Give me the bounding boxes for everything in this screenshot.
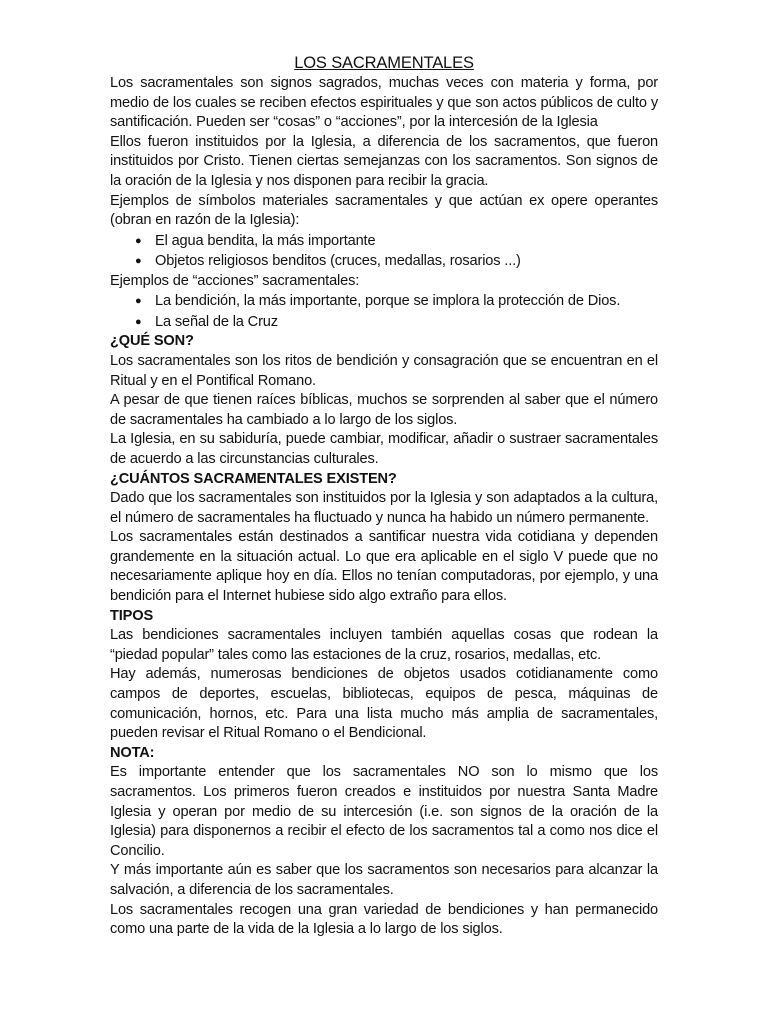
tipos-paragraph-2: Hay además, numerosas bendiciones de objetos usados cotidianamente como campos de deportes, escuelas, bibliotecas, equipos de pesca, máquinas de comunicación, hornos, etc. Para una lista mucho más amplia de sacramentales, pueden revisar el Ritual Romano o el Bendicional. [110, 666, 658, 742]
cuantos-paragraph-1: Dado que los sacramentales son instituidos por la Iglesia y son adaptados a la cultura, el número de sacramentales ha fluctuado y nunca ha habido un número permanente. [110, 490, 658, 526]
list-item-text: El agua bendita, la más importante [155, 232, 376, 249]
bullet-icon: ● [135, 315, 142, 328]
tipos-paragraph-1: Las bendiciones sacramentales incluyen también aquellas cosas que rodean la “piedad popular” tales como las estaciones de la cruz, rosarios, medallas, etc. [110, 627, 658, 663]
list-item [135, 251, 658, 272]
list-item [135, 291, 658, 312]
section-heading-nota: NOTA: [110, 744, 155, 761]
bullet-icon: ● [135, 234, 142, 247]
list-item-text: La señal de la Cruz [155, 313, 278, 330]
bullet-icon: ● [135, 295, 142, 308]
list-item-text: Objetos religiosos benditos (cruces, medallas, rosarios ...) [155, 253, 521, 270]
document-title: LOS SACRAMENTALES [294, 54, 474, 72]
section-heading-que-son: ¿QUÉ SON? [110, 333, 194, 350]
nota-paragraph-2: Y más importante aún es saber que los sacramentos son necesarios para alcanzar la salvación, a diferencia de los sacramentales. [110, 862, 658, 898]
que-son-paragraph-2: A pesar de que tienen raíces bíblicas, muchos se sorprenden al saber que el número de sacramentales ha cambiado a lo largo de los siglos. [110, 392, 658, 428]
intro-paragraph-1: Los sacramentales son signos sagrados, muchas veces con materia y forma, por medio de los cuales se reciben efectos espirituales y que son actos públicos de culto y santificación. Pueden ser “cosas” o “acciones”, por la intercesión de la Iglesia [110, 75, 658, 131]
action-examples-list [110, 291, 658, 332]
que-son-paragraph-3: La Iglesia, en su sabiduría, puede cambiar, modificar, añadir o sustraer sacramentales de acuerdo a las circunstancias culturales. [110, 431, 658, 467]
intro-paragraph-3: Ejemplos de símbolos materiales sacramentales y que actúan ex opere operantes (obran en razón de la Iglesia): [110, 192, 658, 229]
section-heading-tipos: TIPOS [110, 607, 154, 624]
nota-paragraph-3: Los sacramentales recogen una gran variedad de bendiciones y han permanecido como una parte de la vida de la Iglesia a lo largo de los siglos. [110, 901, 658, 938]
material-examples-list [110, 231, 658, 272]
cuantos-paragraph-2: Los sacramentales están destinados a santificar nuestra vida cotidiana y dependen grandemente en la situación actual. Lo que era aplicable en el siglo V puede que no necesariamente aplique hoy en día. Ellos no tenían computadoras, por ejemplo, y una bendición para el Internet hubiese sido algo extraño para ellos. [110, 529, 658, 605]
list-item-text: La bendición, la más importante, porque se implora la protección de Dios. [155, 293, 621, 310]
list-item [135, 312, 658, 333]
list-item [135, 231, 658, 252]
que-son-paragraph-1: Los sacramentales son los ritos de bendición y consagración que se encuentran en el Ritual y en el Pontifical Romano. [110, 352, 658, 389]
nota-paragraph-1: Es importante entender que los sacramentales NO son lo mismo que los sacramentos. Los primeros fueron creados e instituidos por nuestra Santa Madre Iglesia y operan por medio de su intercesión (i.e. son signos de la oración de la Iglesia) para disponernos a recibir el efecto de los sacramentos tal a como nos dice el Concilio. [110, 764, 658, 859]
intro-paragraph-2: Ellos fueron instituidos por la Iglesia, a diferencia de los sacramentos, que fueron instituidos por Cristo. Tienen ciertas semejanzas con los sacramentos. Son signos de la oración de la Iglesia y nos disponen para recibir la gracia. [110, 133, 658, 189]
bullet-icon: ● [135, 255, 142, 268]
intro-paragraph-4: Ejemplos de “acciones” sacramentales: [110, 272, 360, 289]
section-heading-cuantos: ¿CUÁNTOS SACRAMENTALES EXISTEN? [110, 470, 397, 487]
